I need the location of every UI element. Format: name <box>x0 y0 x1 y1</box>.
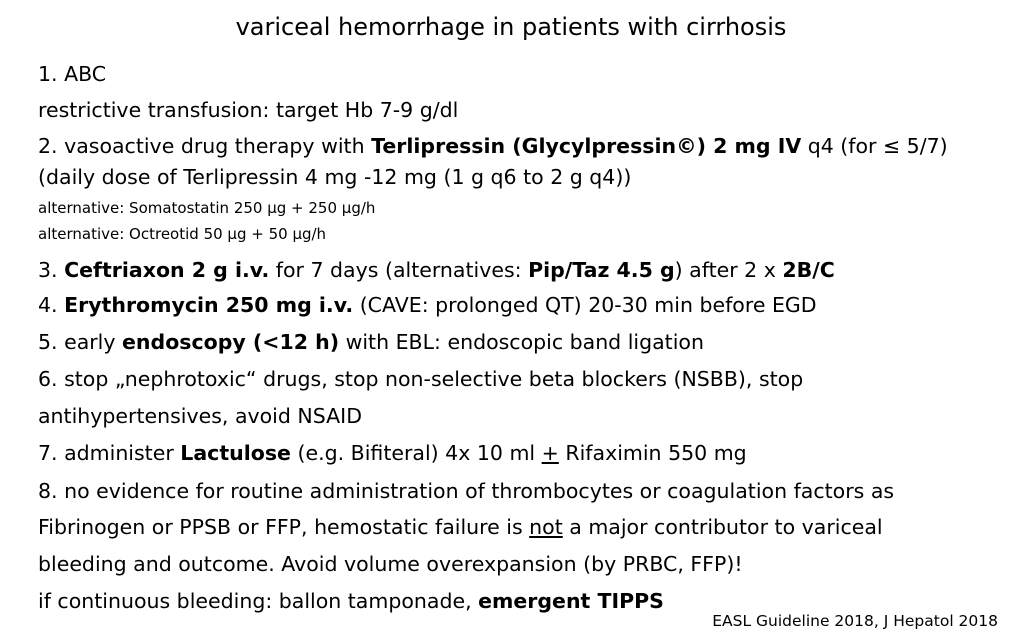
bold-run: Lactulose <box>180 441 291 465</box>
list-item-coagulation: 8. no evidence for routine administration of thrombocytes or coagulation factors as <box>38 479 895 503</box>
list-item-antibiotic <box>38 257 835 283</box>
list-item-vasoactive <box>38 133 948 159</box>
slide-title: variceal hemorrhage in patients with cirrhosis <box>235 13 787 41</box>
text-run: with EBL: endoscopic band ligation <box>339 330 704 354</box>
list-item-continuous-bleeding <box>38 588 664 614</box>
underlined-run: not <box>529 515 563 539</box>
text-run: q4 (for ≤ 5/7) <box>801 134 948 158</box>
text-run: Rifaximin 550 mg <box>558 441 747 465</box>
bold-run: endoscopy (<12 h) <box>122 330 340 354</box>
text-run: ) after 2 x <box>674 258 783 282</box>
text-run: (CAVE: prolonged QT) 20-30 min before EGD <box>353 293 817 317</box>
text-run: 5. early <box>38 330 123 354</box>
list-item-coagulation-cont <box>38 514 883 540</box>
text-run: (e.g. Bifiteral) 4x 10 ml <box>290 441 542 465</box>
text-run: Fibrinogen or PPSB or FFP, hemostatic failure is <box>38 515 530 539</box>
list-item-abc: 1. ABC <box>38 62 107 86</box>
underlined-run: + <box>541 441 559 465</box>
list-item-endoscopy <box>38 329 704 355</box>
citation-footer: EASL Guideline 2018, J Hepatol 2018 <box>712 612 998 630</box>
alternative-octreotid: alternative: Octreotid 50 µg + 50 µg/h <box>38 225 327 243</box>
text-run: if continuous bleeding: ballon tamponade, <box>38 589 479 613</box>
bold-run: Ceftriaxon 2 g i.v. <box>64 258 270 282</box>
text-run: 7. administer <box>38 441 181 465</box>
list-item-stop-drugs: 6. stop „nephrotoxic“ drugs, stop non-selective beta blockers (NSBB), stop <box>38 367 804 391</box>
list-item-transfusion: restrictive transfusion: target Hb 7-9 g/dl <box>38 98 459 122</box>
text-run: 3. <box>38 258 65 282</box>
list-item-volume: bleeding and outcome. Avoid volume overexpansion (by PRBC, FFP)! <box>38 552 743 576</box>
list-item-daily-dose: (daily dose of Terlipressin 4 mg -12 mg (1 g q6 to 2 g q4)) <box>38 165 632 189</box>
bold-run: 2B/C <box>782 258 835 282</box>
text-run: 4. <box>38 293 65 317</box>
list-item-lactulose <box>38 440 747 466</box>
list-item-erythromycin <box>38 292 817 318</box>
text-run: for 7 days (alternatives: <box>269 258 529 282</box>
bold-run: Erythromycin 250 mg i.v. <box>64 293 354 317</box>
bold-run: Pip/Taz 4.5 g <box>528 258 675 282</box>
text-run: 2. vasoactive drug therapy with <box>38 134 372 158</box>
bold-run: Terlipressin (Glycylpressin©) 2 mg IV <box>371 134 802 158</box>
alternative-somatostatin: alternative: Somatostatin 250 µg + 250 µg/h <box>38 199 376 217</box>
bold-run: emergent TIPPS <box>478 589 664 613</box>
list-item-stop-drugs-cont: antihypertensives, avoid NSAID <box>38 404 362 428</box>
text-run: a major contributor to variceal <box>562 515 883 539</box>
